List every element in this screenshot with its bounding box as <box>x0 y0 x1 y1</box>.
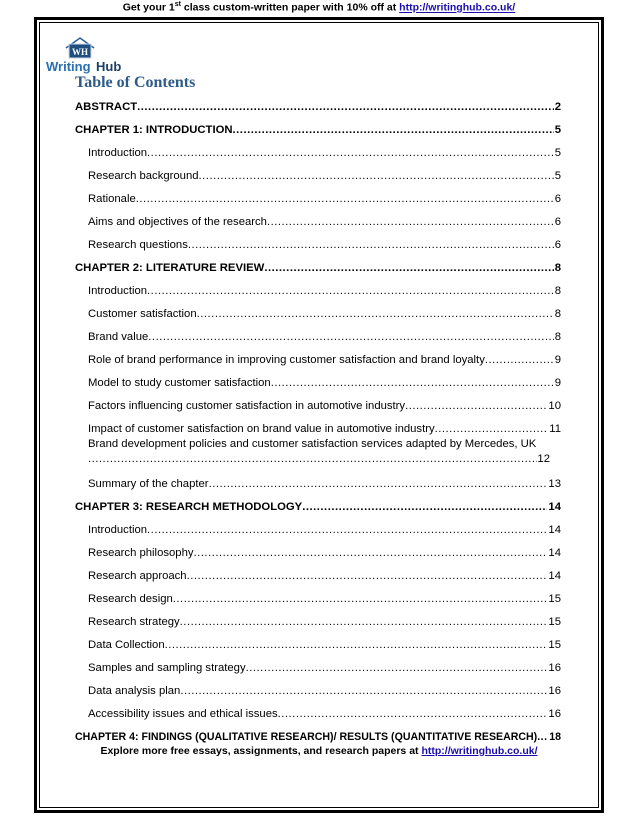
toc-page: 8 <box>554 308 561 320</box>
toc-page: 14 <box>548 547 561 559</box>
toc-label: Accessibility issues and ethical issues <box>88 708 278 720</box>
toc-page: 5 <box>554 170 561 182</box>
header-sup: st <box>174 1 181 8</box>
toc-entry[interactable] <box>88 137 561 159</box>
toc-label: Research background <box>88 170 199 182</box>
header-promo <box>0 1 638 14</box>
toc-label: Research questions <box>88 239 188 251</box>
toc-title: Table of Contents <box>75 74 196 91</box>
toc-page: 15 <box>548 593 561 605</box>
toc-label: Brand value <box>88 331 149 343</box>
header-link[interactable]: http://writinghub.co.uk/ <box>399 1 516 14</box>
toc-entry[interactable] <box>88 413 561 435</box>
toc-page: 2 <box>554 101 561 113</box>
toc-label: Rationale <box>88 193 136 205</box>
toc-label: CHAPTER 3: RESEARCH METHODOLOGY <box>75 501 303 513</box>
writinghub-logo <box>46 34 136 74</box>
toc-entry[interactable] <box>88 537 561 559</box>
toc-entry-chapter-2[interactable] <box>75 252 561 274</box>
header-prefix: Get your 1 <box>122 1 175 14</box>
toc-label: Research strategy <box>88 616 180 628</box>
toc-entry[interactable] <box>88 698 561 720</box>
toc-label: Brand development policies and customer satisfaction services adapted by Mercedes, UK <box>88 438 537 450</box>
toc-page: 6 <box>554 239 561 251</box>
toc-entry[interactable] <box>88 229 561 251</box>
toc-entry[interactable] <box>88 629 561 651</box>
toc-page: 18 <box>549 731 561 743</box>
toc-entry-abstract[interactable] <box>75 91 561 113</box>
toc-entry[interactable] <box>88 160 561 182</box>
toc-entry[interactable] <box>88 675 561 697</box>
logo-name-a: Writing <box>46 59 91 74</box>
toc-entry-chapter-3[interactable] <box>75 491 561 513</box>
toc-page: 16 <box>548 708 561 720</box>
toc-page: 14 <box>548 501 561 513</box>
toc-label: Customer satisfaction <box>88 308 197 320</box>
toc-label: Research approach <box>88 570 187 582</box>
toc-page: 15 <box>548 639 561 651</box>
toc-entry[interactable] <box>88 298 561 320</box>
toc-label: Data Collection <box>88 639 165 651</box>
logo-mark: WH <box>71 47 89 57</box>
toc-label: Introduction <box>88 147 148 159</box>
toc-entry[interactable] <box>88 275 561 297</box>
toc-label: Data analysis plan <box>88 685 181 697</box>
toc-label: Model to study customer satisfaction <box>88 377 271 389</box>
header-middle: class custom-written paper with 10% off at <box>180 1 400 14</box>
toc-label: CHAPTER 1: INTRODUCTION <box>75 124 233 136</box>
toc-page: 5 <box>554 147 561 159</box>
toc-page: 5 <box>554 124 561 136</box>
toc-entry-chapter-1[interactable] <box>75 114 561 136</box>
toc-label: CHAPTER 4: FINDINGS (QUALITATIVE RESEARCH)/ RESULTS (QUANTITATIVE RESEARCH) <box>75 731 538 743</box>
toc-entry[interactable] <box>88 606 561 628</box>
footer-text: Explore more free essays, assignments, and research papers at <box>100 745 422 757</box>
toc-label: Research design <box>88 593 173 605</box>
toc-label: Aims and objectives of the research <box>88 216 267 228</box>
toc-page: 8 <box>554 331 561 343</box>
toc-entry[interactable] <box>88 367 561 389</box>
toc-page: 12 <box>537 453 550 465</box>
toc-label: Research philosophy <box>88 547 194 559</box>
toc-entry[interactable] <box>88 514 561 536</box>
toc-label: Impact of customer satisfaction on brand value in automotive industry <box>88 423 435 435</box>
toc-page: 9 <box>554 377 561 389</box>
toc-entry[interactable] <box>88 583 561 605</box>
toc-label: Introduction <box>88 285 148 297</box>
toc-page: 9 <box>554 354 561 366</box>
toc-page: 6 <box>554 193 561 205</box>
toc-label: Factors influencing customer satisfaction in automotive industry <box>88 400 406 412</box>
toc-page: 15 <box>548 616 561 628</box>
toc-entry-chapter-4[interactable] <box>75 721 561 743</box>
toc-page: 8 <box>554 262 561 274</box>
toc-page: 10 <box>548 400 561 412</box>
toc-page: 11 <box>549 423 561 435</box>
toc-entry[interactable] <box>88 206 561 228</box>
toc-entry[interactable] <box>88 390 561 412</box>
toc-entry[interactable] <box>88 652 561 674</box>
toc-entry[interactable] <box>88 560 561 582</box>
toc-label: Samples and sampling strategy <box>88 662 246 674</box>
toc-page: 16 <box>548 685 561 697</box>
toc-page: 13 <box>548 478 561 490</box>
toc-label: Introduction <box>88 524 148 536</box>
toc-entry[interactable] <box>88 344 561 366</box>
toc-label: ABSTRACT <box>75 101 138 113</box>
toc-page: 8 <box>554 285 561 297</box>
toc-entry[interactable] <box>88 321 561 343</box>
toc-label: Role of brand performance in improving customer satisfaction and brand loyalty <box>88 354 485 366</box>
footer-link[interactable]: http://writinghub.co.uk/ <box>421 745 538 757</box>
toc-label: Summary of the chapter <box>88 478 209 490</box>
toc-entry[interactable] <box>88 183 561 205</box>
toc-page: 14 <box>548 570 561 582</box>
toc-page: 6 <box>554 216 561 228</box>
toc-entry[interactable] <box>88 468 561 490</box>
toc-page: 16 <box>548 662 561 674</box>
footer-promo <box>0 745 638 757</box>
logo-name-b: Hub <box>96 59 122 74</box>
toc-label: CHAPTER 2: LITERATURE REVIEW <box>75 262 265 274</box>
toc-page: 14 <box>548 524 561 536</box>
